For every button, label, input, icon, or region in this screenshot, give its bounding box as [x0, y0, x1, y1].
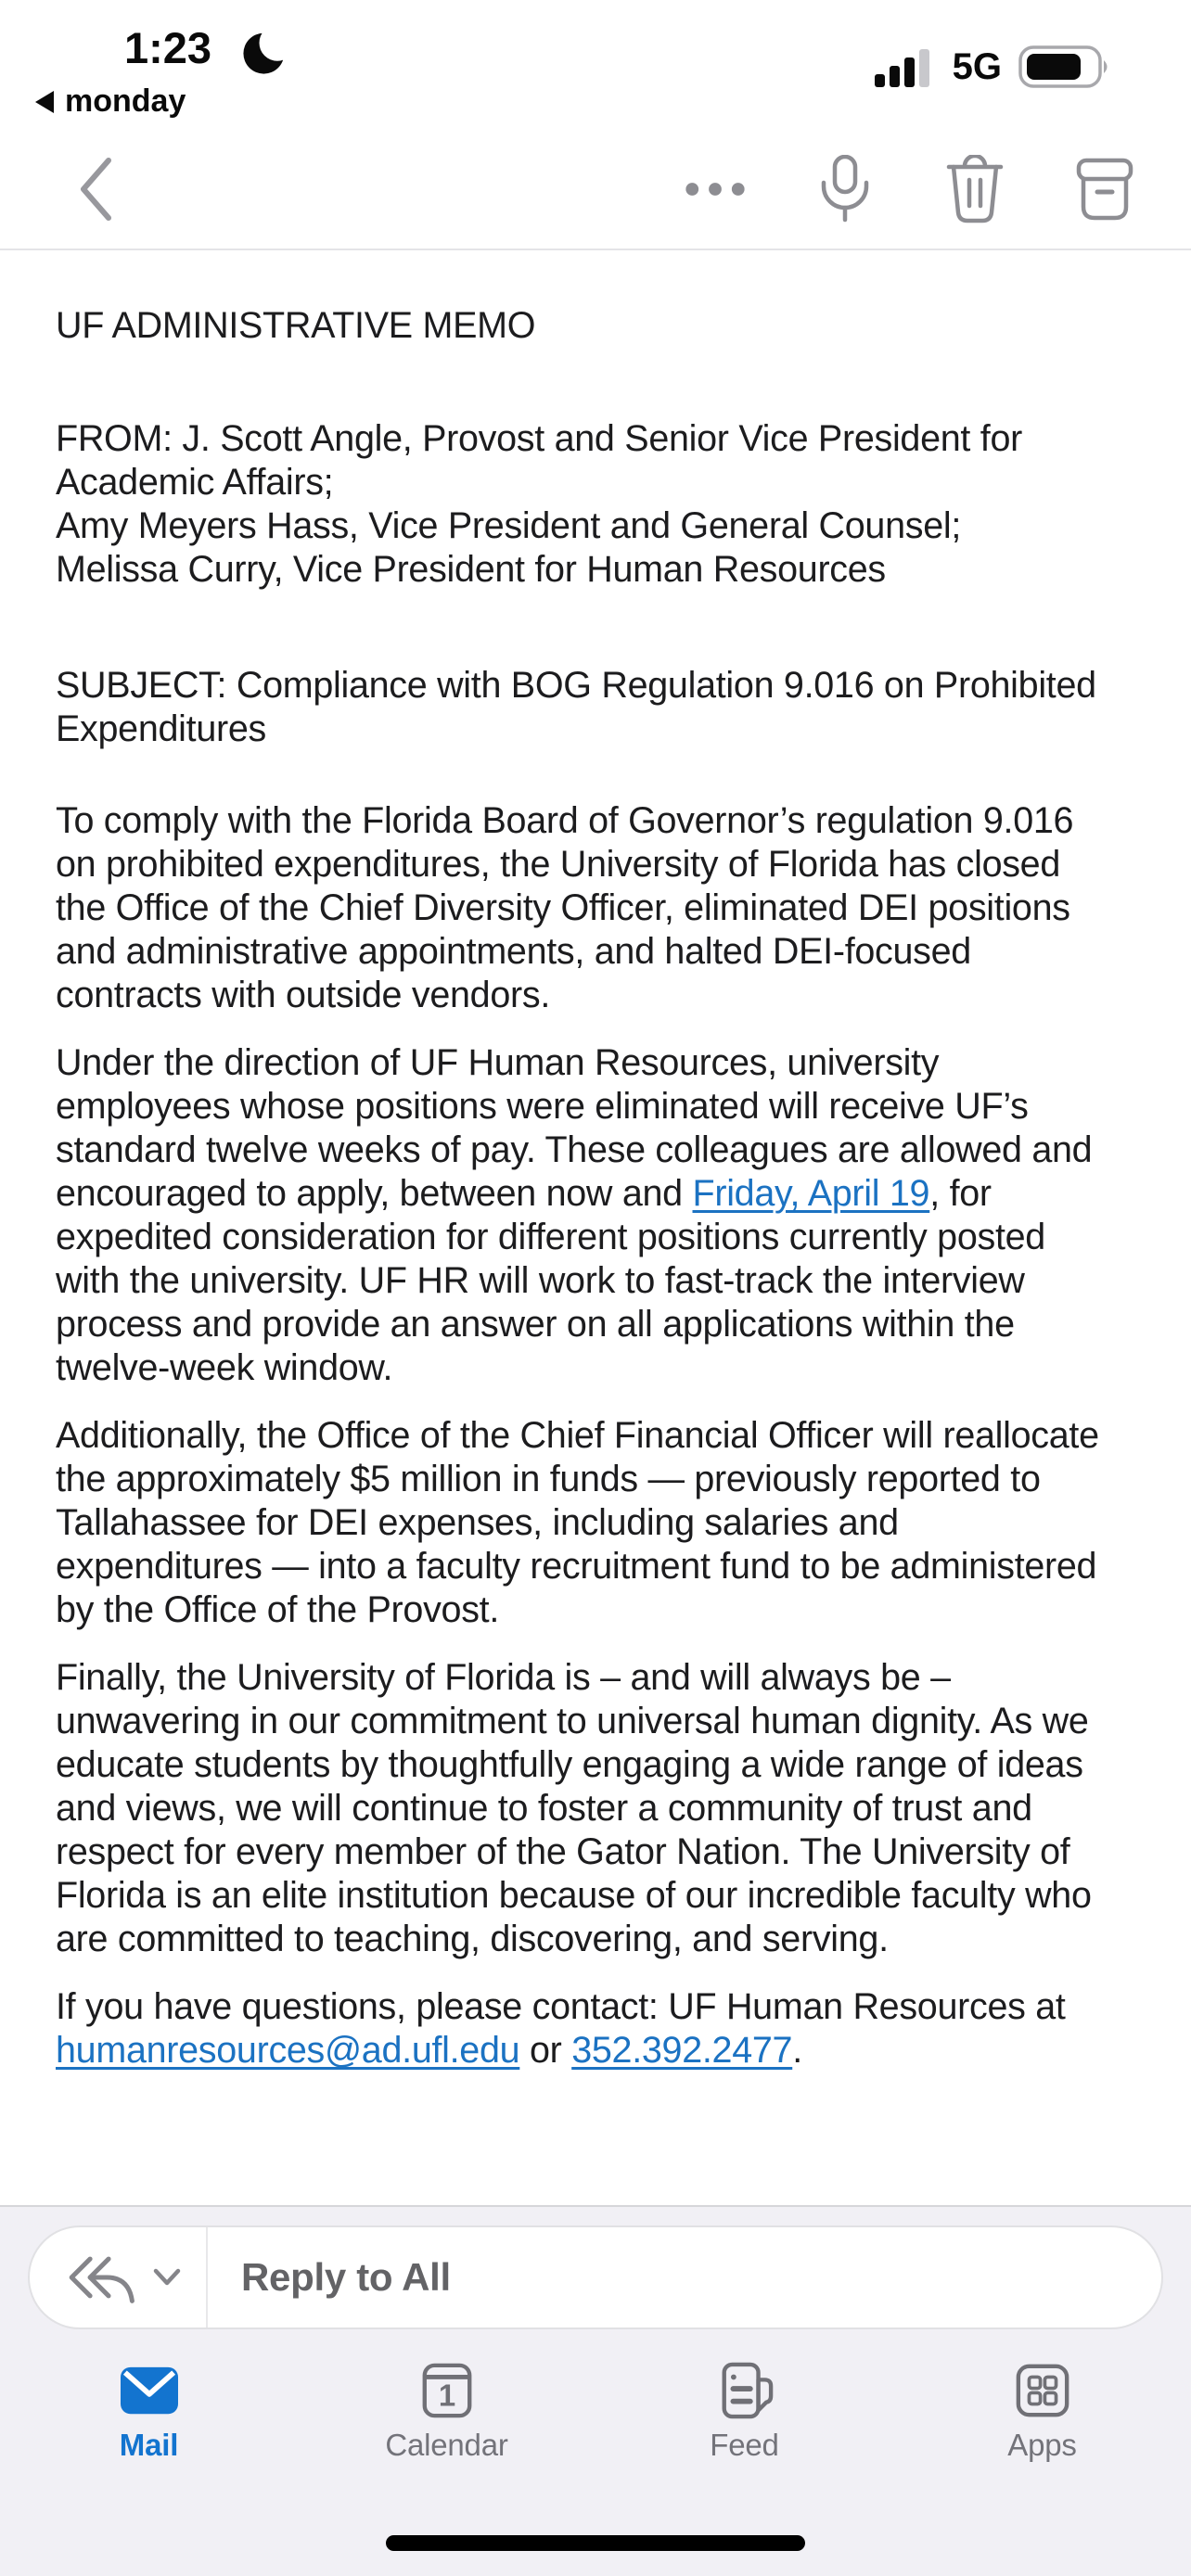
tab-label: Feed: [710, 2428, 779, 2462]
archive-button[interactable]: [1074, 147, 1135, 231]
reply-all-button[interactable]: [30, 2227, 208, 2327]
memo-paragraph: [56, 1985, 1115, 2072]
memo-link[interactable]: Friday, April 19: [692, 1173, 930, 1214]
tab-bar: [0, 2362, 1191, 2463]
delete-button[interactable]: [944, 147, 1005, 231]
memo-text: or: [519, 2030, 572, 2071]
signal-strength-icon: [875, 45, 936, 89]
status-icons: [875, 45, 1111, 89]
more-options-button[interactable]: [685, 147, 746, 231]
email-body: [0, 252, 1191, 2205]
tab-calendar[interactable]: [298, 2362, 596, 2463]
memo-text: Under the direction of UF Human Resources, university employees whose positions were eliminated will receive UF’s standard twelve weeks of pay. These colleagues are allowed and encouraged to apply, between now and: [56, 1042, 1093, 1214]
battery-icon: [1018, 45, 1111, 89]
memo-text: To comply with the Florida Board of Governor’s regulation 9.016 on prohibited expenditures, the University of Florida has closed the Office of the Chief Diversity Officer, eliminated DEI positions and administrative appointments, and halted DEI-focused contracts with outside vendors.: [56, 800, 1074, 1015]
reply-input[interactable]: [28, 2225, 1163, 2329]
home-indicator[interactable]: [386, 2535, 805, 2551]
feed-icon: [716, 2362, 774, 2419]
memo-paragraph: [56, 799, 1115, 1017]
trash-icon: [946, 155, 1004, 223]
reply-placeholder: Reply to All: [241, 2255, 451, 2299]
memo-text: .: [792, 2030, 802, 2071]
memo-text: Finally, the University of Florida is – and will always be – unwavering in our commitment to universal human dignity. As we educate students by thoughtfully engaging a wide range of ideas and views, we will continue to foster a community of trust and respect for every member of the Gator Nation. The University of Florida is an elite institution because of our incredible faculty who are committed to teaching, discovering, and serving.: [56, 1657, 1092, 1959]
network-type-label: 5G: [952, 45, 1002, 87]
calendar-icon: [418, 2362, 476, 2419]
chevron-down-icon: [152, 2268, 182, 2287]
clock-label: 1:23: [124, 23, 212, 72]
memo-subject: [56, 664, 1115, 751]
bottom-dock: [0, 2205, 1191, 2576]
memo-text: UF ADMINISTRATIVE MEMO: [56, 305, 536, 346]
breadcrumb-back-triangle-icon: [33, 89, 56, 115]
tab-label: Calendar: [385, 2428, 508, 2462]
memo-link[interactable]: humanresources@ad.ufl.edu: [56, 2030, 520, 2071]
memo-text: FROM: J. Scott Angle, Provost and Senior Vice President for Academic Affairs;: [56, 418, 1022, 503]
chevron-left-icon: [78, 157, 113, 222]
memo-link[interactable]: 352.392.2477: [571, 2030, 793, 2071]
ellipsis-icon: [685, 181, 746, 198]
status-bar: [0, 0, 1191, 130]
memo-text: SUBJECT: Compliance with BOG Regulation 9.016 on Prohibited Expenditures: [56, 665, 1096, 749]
memo-text: Additionally, the Office of the Chief Financial Officer will reallocate the approximately $5 million in funds — previously reported to Tallahassee for DEI expenses, including salaries and expenditures — into a faculty recruitment fund to be administered by the Office of the Provost.: [56, 1415, 1099, 1630]
memo-paragraph: [56, 1656, 1115, 1961]
svg-text:1: 1: [438, 2378, 455, 2413]
memo-text: Melissa Curry, Vice President for Human Resources: [56, 549, 886, 590]
toolbar: [0, 130, 1191, 250]
memo-title: [56, 304, 1115, 348]
do-not-disturb-moon-icon: [241, 28, 289, 76]
mail-icon: [121, 2362, 178, 2419]
tab-label: Apps: [1007, 2428, 1077, 2462]
memo-from: [56, 417, 1115, 592]
tab-label: Mail: [119, 2428, 179, 2462]
archive-icon: [1075, 157, 1134, 222]
app-breadcrumb[interactable]: [33, 83, 186, 120]
memo-text: Amy Meyers Hass, Vice President and General Counsel;: [56, 505, 962, 546]
tab-mail[interactable]: [0, 2362, 298, 2463]
tab-apps[interactable]: [893, 2362, 1191, 2463]
memo-text: If you have questions, please contact: UF Human Resources at: [56, 1986, 1066, 2027]
dictate-button[interactable]: [814, 147, 876, 231]
microphone-icon: [818, 155, 872, 223]
apps-grid-icon: [1014, 2362, 1071, 2419]
memo-paragraph: [56, 1414, 1115, 1632]
reply-all-icon: [63, 2251, 137, 2304]
back-button[interactable]: [72, 147, 119, 231]
memo-text: , for expedited consideration for different positions currently posted with the university. UF HR will work to fast-track the interview process and provide an answer on all applications within the twelve-week window.: [56, 1173, 1045, 1388]
tab-feed[interactable]: [596, 2362, 893, 2463]
breadcrumb-label: monday: [65, 83, 186, 119]
memo-paragraph: [56, 1041, 1115, 1390]
